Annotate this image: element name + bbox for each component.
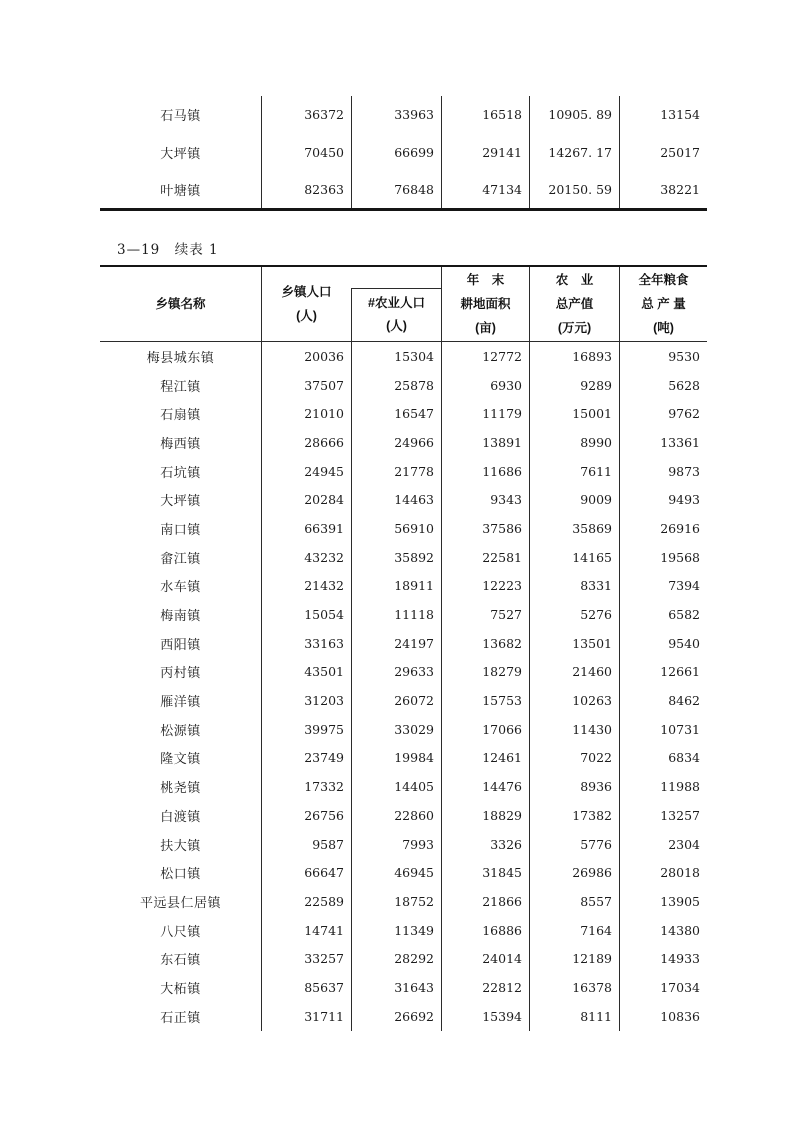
table-row (100, 744, 707, 773)
table-row (100, 629, 707, 658)
township-name-cell: 石马镇 (160, 109, 201, 125)
agri-population-cell: 18911 (351, 572, 441, 601)
farmland-area-cell: 16886 (441, 916, 529, 945)
header-line: 总产值 (555, 297, 594, 311)
grain-output-cell: 13257 (619, 801, 707, 830)
population-cell: 24945 (261, 457, 351, 486)
agri-output-cell: 13501 (529, 629, 619, 658)
agri-output-cell: 5276 (529, 600, 619, 629)
table-row (100, 457, 707, 486)
grain-output-cell: 12661 (619, 658, 707, 687)
agri-population-cell: 26072 (351, 686, 441, 715)
header-line: 耕地面积 (460, 297, 511, 311)
farmland-area-cell: 11179 (441, 399, 529, 428)
farmland-area-cell: 9343 (441, 485, 529, 514)
grain-output-cell: 11988 (619, 772, 707, 801)
top-table-body (100, 96, 707, 208)
township-name-cell: 隆文镇 (160, 752, 201, 768)
agri-output-cell: 8557 (529, 887, 619, 916)
agri-population-cell: 18752 (351, 887, 441, 916)
agri-population-cell: 22860 (351, 801, 441, 830)
agri-output-cell: 16378 (529, 973, 619, 1002)
population-cell: 37507 (261, 371, 351, 400)
grain-output-cell: 13154 (619, 96, 707, 133)
agri-population-cell: 21778 (351, 457, 441, 486)
table-row (100, 342, 707, 371)
table-row (100, 371, 707, 400)
agri-output-cell: 10905. 89 (529, 96, 619, 133)
population-cell: 66391 (261, 514, 351, 543)
population-cell: 43501 (261, 658, 351, 687)
agri-population-cell: 24966 (351, 428, 441, 457)
township-name-cell: 东石镇 (160, 953, 201, 969)
agri-population-subheader-box (351, 288, 441, 341)
grain-output-cell: 25017 (619, 133, 707, 170)
table-row (100, 715, 707, 744)
township-name-cell: 白渡镇 (160, 809, 201, 825)
township-name-cell: 石坑镇 (160, 465, 201, 481)
population-cell: 66647 (261, 858, 351, 887)
grain-output-cell: 9762 (619, 399, 707, 428)
table-header (100, 265, 707, 342)
farmland-area-cell: 18829 (441, 801, 529, 830)
population-cell: 21432 (261, 572, 351, 601)
agri-population-cell: 7993 (351, 830, 441, 859)
agri-population-cell: 24197 (351, 629, 441, 658)
agri-output-cell: 7164 (529, 916, 619, 945)
farmland-area-cell: 17066 (441, 715, 529, 744)
grain-output-cell: 26916 (619, 514, 707, 543)
population-cell: 82363 (261, 171, 351, 208)
farmland-area-cell: 12223 (441, 572, 529, 601)
table-row (100, 944, 707, 973)
population-cell: 85637 (261, 973, 351, 1002)
farmland-area-cell: 21866 (441, 887, 529, 916)
population-cell: 21010 (261, 399, 351, 428)
township-name-cell: 雁洋镇 (160, 695, 201, 711)
agri-population-cell: 15304 (351, 342, 441, 371)
population-cell: 14741 (261, 916, 351, 945)
township-name-cell: 丙村镇 (160, 666, 201, 682)
agri-population-cell: 11349 (351, 916, 441, 945)
header-line: 全年粮食 (638, 273, 689, 287)
population-cell: 22589 (261, 887, 351, 916)
township-name-cell: 大坪镇 (160, 494, 201, 510)
grain-output-cell: 9540 (619, 629, 707, 658)
agri-output-cell: 8111 (529, 1002, 619, 1031)
township-name-cell: 梅西镇 (160, 436, 201, 452)
township-name-cell: 梅南镇 (160, 609, 201, 625)
township-name-cell: 叶塘镇 (160, 183, 201, 199)
agri-output-cell: 11430 (529, 715, 619, 744)
table-row (100, 916, 707, 945)
table-row (100, 171, 707, 208)
agri-population-cell: 25878 (351, 371, 441, 400)
table-row (100, 133, 707, 170)
table-row (100, 887, 707, 916)
grain-output-cell: 13361 (619, 428, 707, 457)
header-farmland-area (441, 267, 529, 341)
farmland-area-cell: 12461 (441, 744, 529, 773)
township-name-cell: 平远县仁居镇 (139, 895, 221, 911)
population-cell: 9587 (261, 830, 351, 859)
table-row (100, 514, 707, 543)
agri-population-cell: 19984 (351, 744, 441, 773)
population-cell: 33163 (261, 629, 351, 658)
agri-population-cell: 29633 (351, 658, 441, 687)
township-name-cell: 八尺镇 (160, 924, 201, 940)
table-row (100, 658, 707, 687)
township-name-cell: 松口镇 (160, 867, 201, 883)
table-row (100, 772, 707, 801)
table-row (100, 801, 707, 830)
agri-output-cell: 8936 (529, 772, 619, 801)
agri-population-cell: 26692 (351, 1002, 441, 1031)
table-body (100, 342, 707, 1031)
township-name-cell: 程江镇 (160, 379, 201, 395)
agri-output-cell: 9009 (529, 485, 619, 514)
grain-output-cell: 17034 (619, 973, 707, 1002)
agri-population-cell: 33029 (351, 715, 441, 744)
farmland-area-cell: 12772 (441, 342, 529, 371)
farmland-area-cell: 3326 (441, 830, 529, 859)
grain-output-cell: 19568 (619, 543, 707, 572)
header-township-population (261, 267, 351, 341)
agri-output-cell: 7022 (529, 744, 619, 773)
grain-output-cell: 6582 (619, 600, 707, 629)
agri-population-cell: 35892 (351, 543, 441, 572)
agri-output-cell: 14165 (529, 543, 619, 572)
farmland-area-cell: 29141 (441, 133, 529, 170)
population-cell: 70450 (261, 133, 351, 170)
farmland-area-cell: 7527 (441, 600, 529, 629)
table-row (100, 485, 707, 514)
farmland-area-cell: 22812 (441, 973, 529, 1002)
header-line: 农 业 (555, 273, 594, 287)
header-township-name (100, 267, 261, 341)
agri-population-cell: 14463 (351, 485, 441, 514)
farmland-area-cell: 13891 (441, 428, 529, 457)
population-cell: 43232 (261, 543, 351, 572)
population-cell: 33257 (261, 944, 351, 973)
header-grain-output (619, 267, 707, 341)
header-line: 年 末 (466, 273, 505, 287)
agri-output-cell: 15001 (529, 399, 619, 428)
table-row (100, 686, 707, 715)
header-line: 总 产 量 (641, 297, 686, 311)
township-name-cell: 大柘镇 (160, 981, 201, 997)
grain-output-cell: 14380 (619, 916, 707, 945)
farmland-area-cell: 6930 (441, 371, 529, 400)
agri-population-cell: 28292 (351, 944, 441, 973)
grain-output-cell: 5628 (619, 371, 707, 400)
agri-output-cell: 12189 (529, 944, 619, 973)
township-name-cell: 水车镇 (160, 580, 201, 596)
grain-output-cell: 13905 (619, 887, 707, 916)
header-line: 乡镇名称 (155, 297, 206, 311)
agri-population-cell: 76848 (351, 171, 441, 208)
township-name-cell: 梅县城东镇 (146, 350, 215, 366)
agri-output-cell: 8990 (529, 428, 619, 457)
township-name-cell: 石扇镇 (160, 408, 201, 424)
population-cell: 28666 (261, 428, 351, 457)
header-agri-output-value (529, 267, 619, 341)
farmland-area-cell: 15394 (441, 1002, 529, 1031)
population-cell: 20284 (261, 485, 351, 514)
agri-population-cell: 46945 (351, 858, 441, 887)
farmland-area-cell: 47134 (441, 171, 529, 208)
agri-output-cell: 35869 (529, 514, 619, 543)
table-row (100, 543, 707, 572)
table-row (100, 572, 707, 601)
township-name-cell: 南口镇 (160, 522, 201, 538)
population-cell: 31711 (261, 1002, 351, 1031)
table-row (100, 399, 707, 428)
header-unit: (亩) (475, 321, 496, 335)
agri-population-cell: 14405 (351, 772, 441, 801)
grain-output-cell: 10836 (619, 1002, 707, 1031)
population-cell: 15054 (261, 600, 351, 629)
agri-population-cell: 31643 (351, 973, 441, 1002)
grain-output-cell: 9530 (619, 342, 707, 371)
agri-output-cell: 7611 (529, 457, 619, 486)
township-name-cell: 桃尧镇 (160, 781, 201, 797)
township-name-cell: 松源镇 (160, 723, 201, 739)
header-unit: (人) (296, 309, 317, 323)
header-line: 乡镇人口 (281, 285, 332, 299)
grain-output-cell: 6834 (619, 744, 707, 773)
grain-output-cell: 2304 (619, 830, 707, 859)
farmland-area-cell: 15753 (441, 686, 529, 715)
township-name-cell: 大坪镇 (160, 146, 201, 162)
table-row (100, 600, 707, 629)
grain-output-cell: 14933 (619, 944, 707, 973)
population-cell: 23749 (261, 744, 351, 773)
population-cell: 20036 (261, 342, 351, 371)
farmland-area-cell: 37586 (441, 514, 529, 543)
table-row (100, 973, 707, 1002)
farmland-area-cell: 31845 (441, 858, 529, 887)
agri-population-cell: 11118 (351, 600, 441, 629)
agri-output-cell: 8331 (529, 572, 619, 601)
agri-output-cell: 9289 (529, 371, 619, 400)
township-name-cell: 扶大镇 (160, 838, 201, 854)
grain-output-cell: 9873 (619, 457, 707, 486)
top-table-fragment (100, 96, 707, 211)
header-agri-population (351, 267, 441, 341)
header-unit: (万元) (557, 321, 592, 335)
population-cell: 39975 (261, 715, 351, 744)
farmland-area-cell: 16518 (441, 96, 529, 133)
header-line: #农业人口 (368, 296, 425, 310)
agri-output-cell: 21460 (529, 658, 619, 687)
agri-output-cell: 20150. 59 (529, 171, 619, 208)
grain-output-cell: 28018 (619, 858, 707, 887)
population-cell: 17332 (261, 772, 351, 801)
agri-population-cell: 56910 (351, 514, 441, 543)
agri-output-cell: 16893 (529, 342, 619, 371)
agri-output-cell: 5776 (529, 830, 619, 859)
population-cell: 36372 (261, 96, 351, 133)
table-row (100, 428, 707, 457)
farmland-area-cell: 11686 (441, 457, 529, 486)
township-name-cell: 西阳镇 (160, 637, 201, 653)
agri-population-cell: 16547 (351, 399, 441, 428)
table-row (100, 96, 707, 133)
township-name-cell: 石正镇 (160, 1010, 201, 1026)
population-cell: 26756 (261, 801, 351, 830)
agri-population-cell: 33963 (351, 96, 441, 133)
farmland-area-cell: 13682 (441, 629, 529, 658)
agri-output-cell: 26986 (529, 858, 619, 887)
header-unit: (吨) (653, 321, 674, 335)
agri-output-cell: 14267. 17 (529, 133, 619, 170)
grain-output-cell: 38221 (619, 171, 707, 208)
grain-output-cell: 7394 (619, 572, 707, 601)
agri-output-cell: 10263 (529, 686, 619, 715)
table-row (100, 1002, 707, 1031)
farmland-area-cell: 18279 (441, 658, 529, 687)
agri-population-cell: 66699 (351, 133, 441, 170)
township-name-cell: 畲江镇 (160, 551, 201, 567)
grain-output-cell: 9493 (619, 485, 707, 514)
farmland-area-cell: 14476 (441, 772, 529, 801)
farmland-area-cell: 22581 (441, 543, 529, 572)
agri-output-cell: 17382 (529, 801, 619, 830)
table-row (100, 830, 707, 859)
header-unit: (人) (386, 319, 407, 333)
farmland-area-cell: 24014 (441, 944, 529, 973)
grain-output-cell: 10731 (619, 715, 707, 744)
population-cell: 31203 (261, 686, 351, 715)
continuation-label: 3—19 续表 1 (117, 242, 219, 258)
table-row (100, 858, 707, 887)
grain-output-cell: 8462 (619, 686, 707, 715)
main-table (100, 265, 707, 1031)
